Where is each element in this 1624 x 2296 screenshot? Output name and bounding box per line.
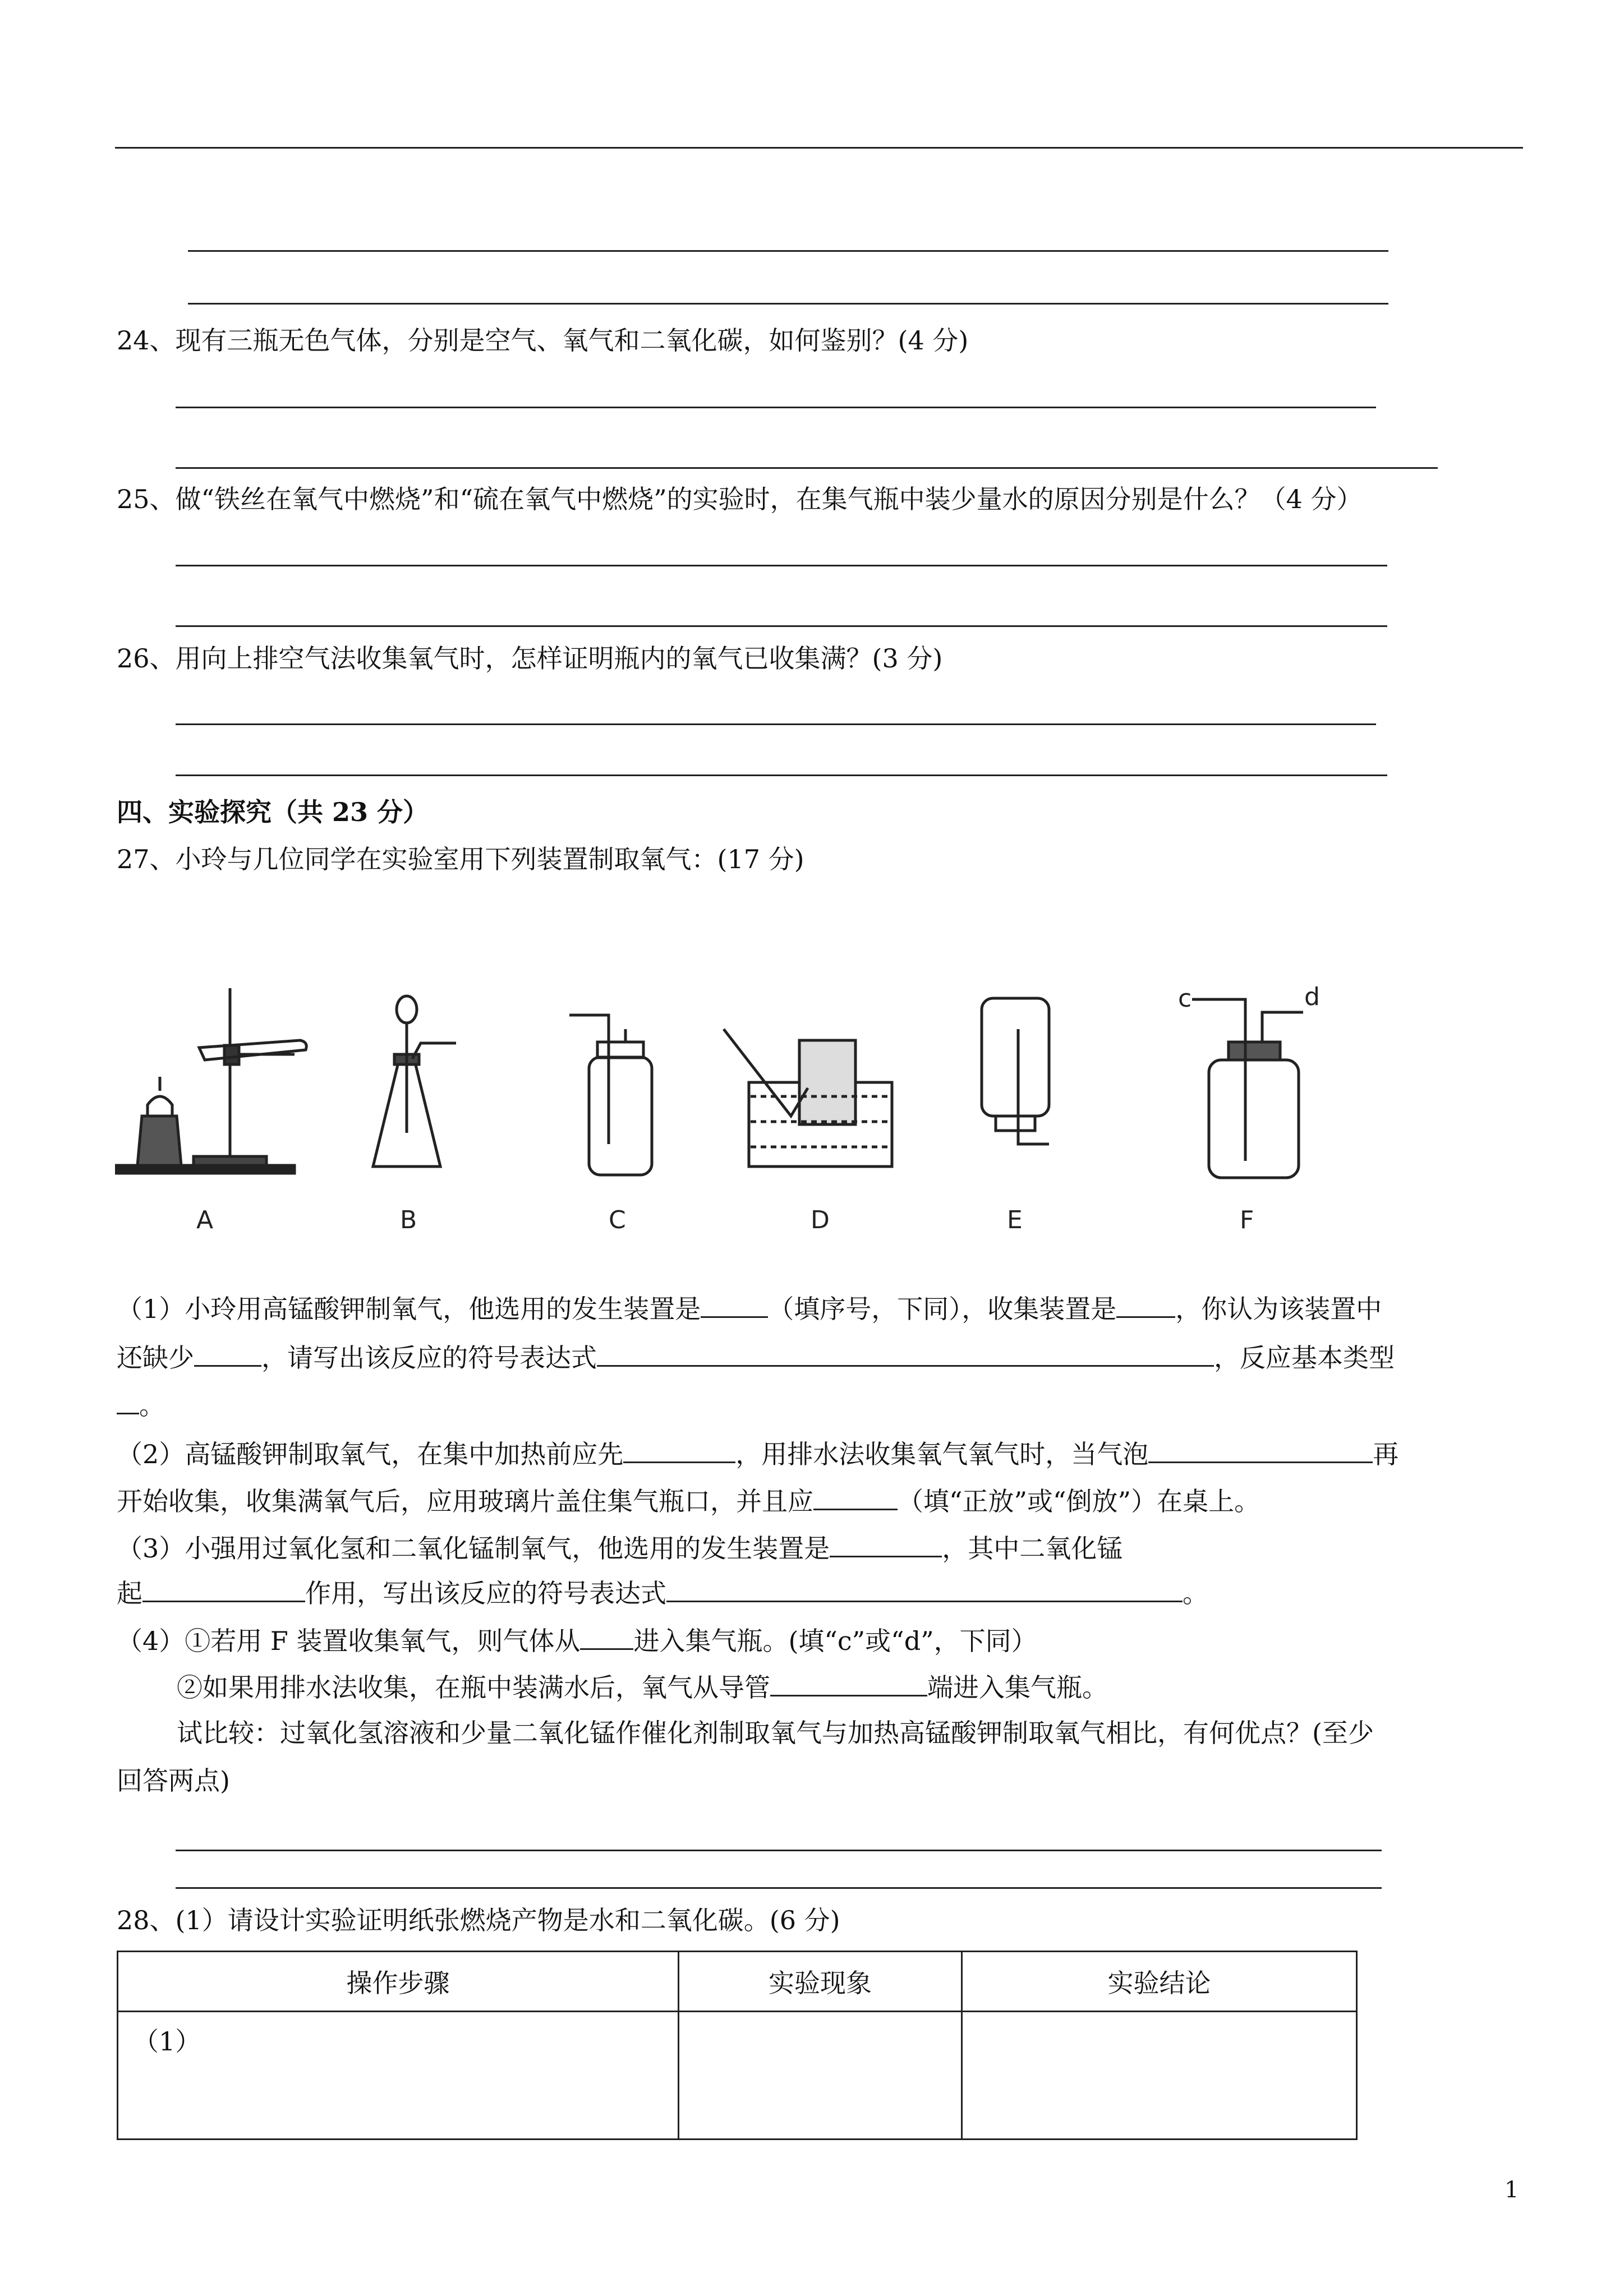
experiment-table	[117, 1951, 1358, 2140]
text: ，反应基本类型	[1214, 1343, 1395, 1373]
q27-part3-line1	[117, 1531, 1122, 1565]
table-cell-conclusion[interactable]	[962, 2012, 1357, 2140]
apparatus-e-icon	[982, 998, 1049, 1144]
q27-part4-line2	[177, 1670, 1108, 1704]
text: （填“正放”或“倒放”）在桌上。	[898, 1486, 1260, 1516]
blank-equation-2[interactable]	[666, 1576, 1183, 1602]
answer-line	[188, 250, 1388, 252]
answer-line	[176, 625, 1387, 627]
text: （4）①若用 F 装置收集氧气，则气体从	[117, 1626, 581, 1656]
answer-line	[176, 467, 1438, 469]
text: ，其中二氧化锰	[942, 1533, 1123, 1564]
blank-placement[interactable]	[813, 1484, 898, 1510]
answer-line	[176, 774, 1387, 776]
section-title: 四、实验探究（共 23 分）	[117, 797, 429, 827]
blank-equation[interactable]	[597, 1340, 1214, 1367]
apparatus-label-a: A	[196, 1206, 214, 1234]
q27-part1-line2	[117, 1340, 1395, 1375]
apparatus-c-icon	[569, 1015, 652, 1175]
blank-reaction-type[interactable]	[117, 1388, 139, 1414]
answer-line	[176, 723, 1376, 725]
blank-missing[interactable]	[194, 1340, 261, 1367]
q27-part1-line3	[117, 1388, 165, 1422]
table-row	[118, 2012, 1357, 2140]
answer-line	[176, 1887, 1382, 1889]
question-27: 27、小玲与几位同学在实验室用下列装置制取氧气：(17 分)	[117, 844, 804, 874]
apparatus-label-e: E	[1007, 1206, 1023, 1234]
question-25: 25、做“铁丝在氧气中燃烧”和“硫在氧气中燃烧”的实验时，在集气瓶中装少量水的原因分别是什么？（4 分）	[117, 484, 1363, 514]
text: 端进入集气瓶。	[927, 1672, 1108, 1703]
header-steps: 操作步骤	[118, 1952, 679, 2012]
answer-line	[188, 303, 1388, 305]
page-number: 1	[1505, 2177, 1519, 2203]
table-cell-phenomenon[interactable]	[679, 2012, 962, 2140]
apparatus-d-icon	[724, 1029, 892, 1167]
text: ，请写出该反应的符号表达式	[261, 1343, 597, 1373]
q27-part4-line1	[117, 1624, 1037, 1658]
text: 还缺少	[117, 1343, 194, 1373]
apparatus-b-icon	[373, 996, 456, 1167]
question-26: 26、用向上排空气法收集氧气时，怎样证明瓶内的氧气已收集满？(3 分)	[117, 643, 943, 674]
port-d-label: d	[1304, 983, 1320, 1011]
apparatus-label-f: F	[1240, 1206, 1254, 1234]
text: 开始收集，收集满氧气后，应用玻璃片盖住集气瓶口，并且应	[117, 1486, 813, 1516]
question-24: 24、现有三瓶无色气体，分别是空气、氧气和二氧化碳，如何鉴别？(4 分)	[117, 325, 969, 356]
port-c-label: c	[1178, 984, 1192, 1013]
answer-line	[176, 565, 1387, 566]
answer-line	[176, 1850, 1382, 1851]
q27-part1-line1	[117, 1292, 1382, 1326]
text: （2）高锰酸钾制取氧气，在集中加热前应先	[117, 1439, 624, 1469]
text: 。	[139, 1390, 165, 1421]
question-28: 28、(1）请设计实验证明纸张燃烧产物是水和二氧化碳。(6 分)	[117, 1905, 840, 1935]
comparison-line1: 试比较：过氧化氢溶液和少量二氧化锰作催化剂制取氧气与加热高锰酸钾制取氧气相比，有何优点？(至少	[177, 1718, 1374, 1748]
apparatus-figure	[115, 976, 1383, 1234]
table-cell-steps[interactable]: （1）	[118, 2012, 679, 2140]
apparatus-label-d: D	[811, 1206, 830, 1234]
blank-collector[interactable]	[1116, 1292, 1175, 1318]
text: 作用，写出该反应的符号表达式	[305, 1578, 666, 1608]
apparatus-a-icon	[115, 988, 306, 1173]
text: 进入集气瓶。(填“c”或“d”，下同）	[633, 1626, 1037, 1656]
text: （1）小玲用高锰酸钾制氧气，他选用的发生装置是	[117, 1294, 701, 1324]
text: 。	[1183, 1578, 1208, 1608]
q27-part3-line2	[117, 1576, 1208, 1610]
blank-generator-2[interactable]	[830, 1531, 942, 1557]
header-conclusion: 实验结论	[962, 1952, 1357, 2012]
table-header-row	[118, 1952, 1357, 2012]
blank-port[interactable]	[580, 1624, 633, 1650]
blank-port-2[interactable]	[770, 1670, 927, 1696]
text: 再	[1373, 1439, 1399, 1469]
apparatus-label-c: C	[609, 1206, 626, 1234]
blank-bubbles[interactable]	[1148, 1437, 1373, 1463]
blank-role[interactable]	[142, 1576, 305, 1602]
apparatus-label-b: B	[400, 1206, 417, 1234]
answer-line	[176, 407, 1376, 408]
header-phenomenon: 实验现象	[679, 1952, 962, 2012]
blank-generator[interactable]	[701, 1292, 768, 1318]
text: ，用排水法收集氧气氧气时，当气泡	[735, 1439, 1149, 1469]
text: ，你认为该装置中	[1175, 1294, 1382, 1324]
text: 起	[117, 1578, 142, 1608]
blank-before-heating[interactable]	[623, 1437, 735, 1463]
text: （3）小强用过氧化氢和二氧化锰制氧气，他选用的发生装置是	[117, 1533, 830, 1564]
q27-part2-line1	[117, 1437, 1398, 1471]
apparatus-f-icon	[1192, 999, 1303, 1178]
text: （填序号，下同），收集装置是	[768, 1294, 1117, 1324]
text: ②如果用排水法收集，在瓶中装满水后，氧气从导管	[177, 1672, 770, 1703]
q27-part2-line2	[117, 1484, 1260, 1518]
header-rule	[115, 147, 1523, 149]
comparison-line2: 回答两点)	[117, 1765, 230, 1796]
